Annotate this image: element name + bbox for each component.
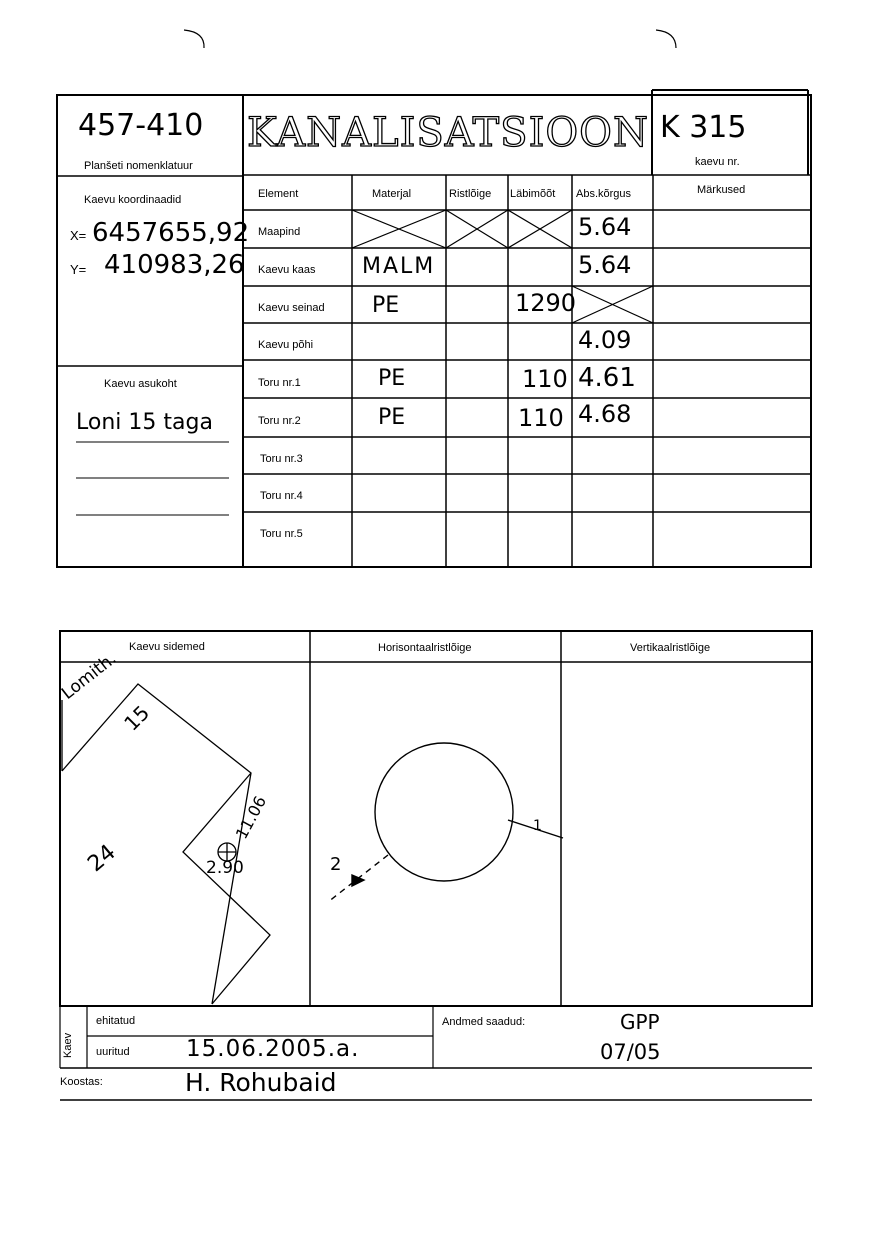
table-row-element: Toru nr.4: [260, 490, 303, 502]
location-label: Kaevu asukoht: [104, 378, 177, 390]
coord-y-value: 410983,26: [104, 250, 245, 280]
pipe-1-label: 1: [533, 818, 542, 834]
table-row-diameter: 1290: [515, 289, 577, 317]
author-value: H. Rohubaid: [185, 1068, 337, 1097]
table-row-diameter: 110: [518, 404, 564, 432]
cross-section-sketch: [328, 743, 563, 902]
table-row-material: PE: [378, 366, 406, 391]
coords-label: Kaevu koordinaadid: [84, 194, 182, 206]
table-row-material: PE: [372, 293, 400, 318]
col-cross: Ristlõige: [449, 188, 492, 200]
coord-y-prefix: Y=: [70, 262, 87, 277]
surveyed-label: uuritud: [96, 1046, 130, 1058]
well-label: kaevu nr.: [695, 156, 740, 168]
col-diameter: Läbimõõt: [510, 188, 556, 200]
plan-label: Planšeti nomenklatuur: [84, 160, 193, 172]
col-element: Element: [258, 188, 299, 200]
sketch-col1: Kaevu sidemed: [129, 641, 205, 653]
coord-x-prefix: X=: [70, 228, 87, 243]
source-label: Andmed saadud:: [442, 1016, 526, 1028]
site-sketch: [62, 684, 270, 1004]
table-row-element: Kaevu seinad: [258, 302, 325, 314]
location-value: Loni 15 taga: [76, 410, 213, 435]
street-label: Lomith.: [58, 648, 121, 704]
surveyed-date: 15.06.2005.a.: [186, 1036, 360, 1062]
table-row-element: Toru nr.1: [258, 377, 301, 389]
table-row-element: Toru nr.5: [260, 528, 303, 540]
house-15-label: 15: [119, 700, 155, 736]
table-row-material: MALM: [362, 254, 436, 279]
distance-2: 2.90: [206, 858, 244, 878]
table-row-diameter: 110: [522, 365, 568, 393]
col-height: Abs.kõrgus: [576, 188, 632, 200]
built-label: ehitatud: [96, 1015, 136, 1027]
col-notes: Märkused: [697, 184, 746, 196]
table-row-element: Toru nr.3: [260, 453, 303, 465]
form-title: KANALISATSIOON: [247, 110, 649, 156]
table-row-element: Kaevu kaas: [258, 264, 316, 276]
source-value-2: 07/05: [600, 1040, 661, 1064]
table-row-height: 4.61: [578, 363, 636, 393]
source-value-1: GPP: [620, 1010, 660, 1034]
table-row-height: 4.09: [578, 326, 632, 354]
plan-code: 457-410: [78, 108, 204, 143]
house-24-label: 24: [83, 839, 121, 878]
well-code: K 315: [660, 110, 747, 145]
table-row-element: Kaevu põhi: [258, 339, 314, 351]
author-label: Koostas:: [60, 1076, 103, 1088]
coord-x-value: 6457655,92: [92, 218, 250, 248]
sketch-col2: Horisontaalristlõige: [378, 642, 472, 654]
table-row-height: 5.64: [578, 251, 632, 279]
side-label: Kaev: [62, 1032, 74, 1058]
sketch-col3: Vertikaalristlõige: [630, 642, 711, 654]
table-row-height: 4.68: [578, 400, 632, 428]
pipe-2-label: 2: [330, 854, 342, 875]
table-row-element: Maapind: [258, 226, 301, 238]
distance-1: 11.06: [231, 792, 271, 843]
table-row-height: 5.64: [578, 213, 632, 241]
table-row-material: PE: [378, 405, 406, 430]
table-row-element: Toru nr.2: [258, 415, 301, 427]
col-material: Materjal: [372, 188, 412, 200]
